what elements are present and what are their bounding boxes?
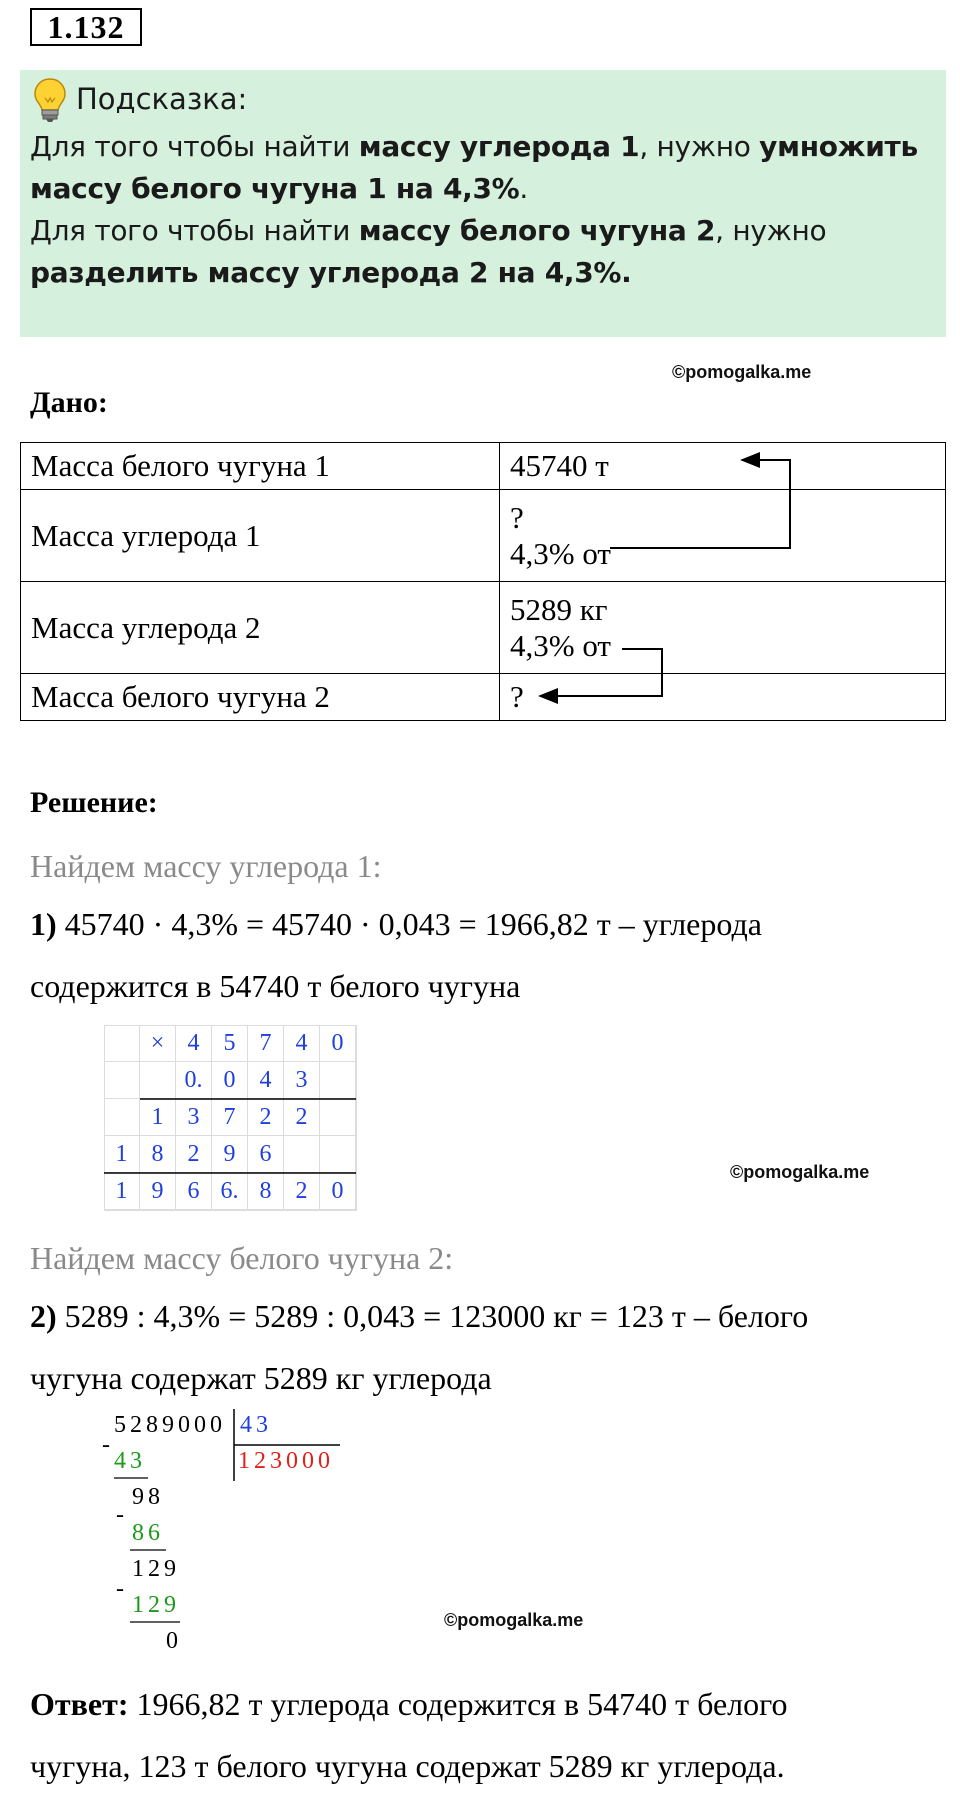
grid-cell: 7 bbox=[212, 1099, 248, 1136]
hint-line-4: разделить массу углерода 2 на 4,3%. bbox=[30, 256, 632, 289]
grid-cell: 4 bbox=[248, 1062, 284, 1099]
division-dividend: 5289000 bbox=[114, 1412, 226, 1438]
given-label: Масса углерода 2 bbox=[21, 582, 500, 674]
grid-cell: 0 bbox=[320, 1025, 356, 1062]
division-step: 129 bbox=[132, 1556, 180, 1582]
step2-intro: Найдем массу белого чугуна 2: bbox=[30, 1240, 454, 1276]
grid-cell: 2 bbox=[284, 1099, 320, 1136]
given-label: Масса белого чугуна 2 bbox=[21, 674, 500, 721]
table-arrows bbox=[0, 0, 960, 740]
step1-line2: содержится в 54740 т белого чугуна bbox=[30, 968, 521, 1004]
division-quotient: 123000 bbox=[238, 1448, 334, 1474]
step1-intro: Найдем массу углерода 1: bbox=[30, 848, 382, 884]
arrow-upper bbox=[610, 460, 790, 548]
hint-title: Подсказка: bbox=[76, 82, 248, 116]
grid-cell: 6 bbox=[176, 1173, 212, 1210]
given-label: Масса белого чугуна 1 bbox=[21, 443, 500, 490]
division-step: 86 bbox=[132, 1520, 164, 1546]
grid-cell: 9 bbox=[140, 1173, 176, 1210]
watermark: ©pomogalka.me bbox=[730, 1162, 870, 1182]
step2-line2: чугуна содержат 5289 кг углерода bbox=[30, 1360, 492, 1396]
grid-cell: 4 bbox=[284, 1025, 320, 1062]
given-value-note: 4,3% от bbox=[510, 535, 611, 571]
grid-cell: 1 bbox=[104, 1173, 140, 1210]
given-value-note: 4,3% от bbox=[510, 627, 611, 663]
grid-cell: 7 bbox=[248, 1025, 284, 1062]
grid-cell: 0 bbox=[212, 1062, 248, 1099]
grid-cell: 4 bbox=[176, 1025, 212, 1062]
grid-cell: 9 bbox=[212, 1136, 248, 1173]
watermark: ©pomogalka.me bbox=[444, 1610, 584, 1630]
grid-cell: 6 bbox=[248, 1136, 284, 1173]
watermark: ©pomogalka.me bbox=[672, 362, 812, 382]
grid-cell: 5 bbox=[212, 1025, 248, 1062]
hint-line-1: Для того чтобы найти массу углерода 1, нужно умножить bbox=[30, 130, 918, 163]
given-label: Масса углерода 1 bbox=[21, 490, 500, 582]
grid-cell: 3 bbox=[284, 1062, 320, 1099]
division-step: 0 bbox=[166, 1628, 182, 1654]
step1-line1: 1) 45740 · 4,3% = 45740 · 0,043 = 1966,82 т – углерода bbox=[30, 906, 762, 942]
solution-heading: Решение: bbox=[30, 786, 158, 819]
grid-cell: 0 bbox=[320, 1173, 356, 1210]
grid-cell: 2 bbox=[248, 1099, 284, 1136]
answer-line1: Ответ: 1966,82 т углерода содержится в 54740 т белого bbox=[30, 1686, 788, 1722]
given-heading: Дано: bbox=[30, 386, 108, 419]
grid-cell: 0. bbox=[176, 1062, 212, 1099]
grid-cell: 2 bbox=[176, 1136, 212, 1173]
grid-cell: × bbox=[140, 1025, 176, 1062]
given-value: 45740 т bbox=[500, 443, 946, 490]
division-step: 98 bbox=[132, 1484, 164, 1510]
task-number: 1.132 bbox=[30, 8, 142, 46]
answer-line2: чугуна, 123 т белого чугуна содержат 5289 кг углерода. bbox=[30, 1748, 785, 1784]
division-step: 43 bbox=[114, 1448, 146, 1474]
grid-cell: 8 bbox=[248, 1173, 284, 1210]
given-value: ? bbox=[510, 499, 524, 535]
division-step: 129 bbox=[132, 1592, 180, 1618]
hint-line-3: Для того чтобы найти массу белого чугуна 2, нужно bbox=[30, 214, 827, 247]
minus-sign: - bbox=[116, 1576, 128, 1602]
multiplication-lines bbox=[104, 1025, 364, 1215]
arrow-lower bbox=[540, 649, 662, 696]
grid-cell: 2 bbox=[284, 1173, 320, 1210]
given-value: ? bbox=[500, 674, 946, 721]
grid-cell: 6. bbox=[212, 1173, 248, 1210]
division-divisor: 43 bbox=[240, 1412, 272, 1438]
step2-line1: 2) 5289 : 4,3% = 5289 : 0,043 = 123000 кг = 123 т – белого bbox=[30, 1298, 809, 1334]
grid-cell: 3 bbox=[176, 1099, 212, 1136]
given-value: 5289 кг bbox=[510, 591, 608, 627]
minus-sign: - bbox=[116, 1502, 128, 1528]
grid-cell: 1 bbox=[140, 1099, 176, 1136]
minus-sign: - bbox=[102, 1432, 114, 1458]
division-lines bbox=[100, 1405, 360, 1665]
grid-cell: 1 bbox=[104, 1136, 140, 1173]
hint-line-2: массу белого чугуна 1 на 4,3%. bbox=[30, 172, 529, 205]
grid-cell: 8 bbox=[140, 1136, 176, 1173]
